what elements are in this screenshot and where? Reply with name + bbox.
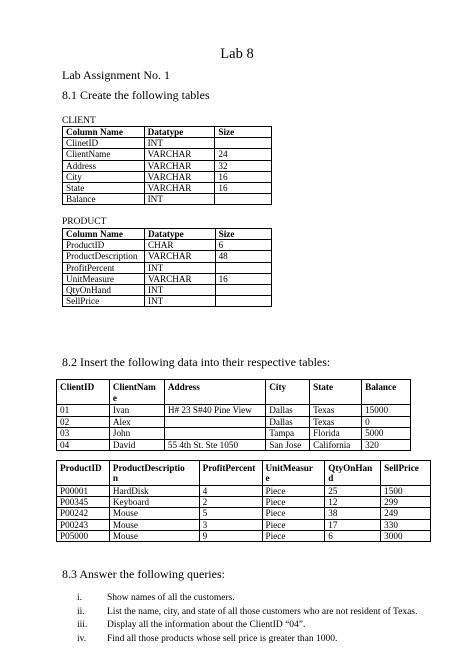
client-data-header-cell: Address	[164, 380, 265, 405]
client-data-cell: Ivan	[109, 405, 164, 417]
client-schema-cell: VARCHAR	[144, 171, 215, 182]
product-schema-cell	[215, 296, 271, 307]
product-data-cell: P00242	[57, 508, 110, 519]
product-data-cell: HardDisk	[109, 486, 199, 497]
client-schema-cell: INT	[144, 138, 215, 149]
product-schema-row	[63, 285, 272, 296]
product-data-row	[57, 497, 431, 508]
client-data-cell: 55 4th St. Ste 1050	[164, 439, 265, 451]
product-data-row	[57, 519, 431, 530]
client-data-cell: 01	[57, 405, 110, 417]
product-data-cell: 299	[381, 497, 431, 508]
client-schema-cell	[215, 138, 272, 149]
query-number: iv.	[77, 633, 87, 644]
client-data-cell: Tampa	[266, 428, 310, 440]
product-schema-table	[62, 228, 272, 307]
product-data-header-cell: SellPrice	[381, 461, 431, 486]
client-schema-row	[63, 183, 272, 194]
client-data-cell: John	[109, 428, 164, 440]
product-schema-cell: 48	[215, 251, 271, 262]
product-data-cell: 6	[325, 530, 381, 541]
client-data-cell: 15000	[362, 405, 411, 417]
product-data-cell: P00001	[57, 486, 110, 497]
client-schema-row	[63, 194, 272, 205]
product-data-cell: 249	[381, 508, 431, 519]
client-schema-row	[63, 160, 272, 171]
query-number: ii.	[77, 606, 85, 617]
client-schema-cell: ClinetID	[63, 138, 145, 149]
client-schema-cell: 24	[215, 149, 272, 160]
client-data-cell: Alex	[109, 416, 164, 428]
client-data-table	[56, 379, 411, 451]
product-data-cell: Piece	[262, 497, 325, 508]
client-schema-cell: VARCHAR	[144, 183, 215, 194]
client-schema-cell: 16	[215, 171, 272, 182]
product-schema-cell: CHAR	[144, 240, 215, 251]
product-data-cell: P05000	[57, 530, 110, 541]
query-text: Display all the information about the ClientID “04”.	[107, 620, 306, 630]
client-schema-row	[63, 149, 272, 160]
client-schema-cell: INT	[144, 194, 215, 205]
query-text: Show names of all the customers.	[107, 593, 235, 603]
product-schema-cell: INT	[144, 296, 215, 307]
assignment-heading: Lab Assignment No. 1	[62, 68, 170, 82]
client-schema-cell: ClientName	[63, 149, 145, 160]
product-data-header-cell: ProfitPercent	[199, 461, 262, 486]
section-8-2-heading: 8.2 Insert the following data into their respective tables:	[62, 355, 331, 369]
client-data-cell: San Jose	[266, 439, 310, 451]
product-schema-cell: 6	[215, 240, 271, 251]
client-data-cell: 04	[57, 439, 110, 451]
product-data-header-cell: QtyOnHan d	[325, 461, 381, 486]
section-8-1-heading: 8.1 Create the following tables	[62, 88, 210, 102]
page-title: Lab 8	[220, 46, 254, 62]
product-data-cell: 3000	[381, 530, 431, 541]
product-table-label: PRODUCT	[62, 217, 107, 227]
product-schema-cell: 16	[215, 273, 271, 284]
product-schema-cell	[215, 262, 271, 273]
product-data-cell: 330	[381, 519, 431, 530]
product-data-row	[57, 486, 431, 497]
client-data-row	[57, 416, 411, 428]
client-data-header-cell: ClientID	[57, 380, 110, 405]
product-data-row	[57, 530, 431, 541]
client-schema-cell: VARCHAR	[144, 160, 215, 171]
product-data-header-cell: ProductID	[57, 461, 110, 486]
product-schema-row	[63, 296, 272, 307]
query-text: List the name, city, and state of all those customers who are not resident of Texas.	[107, 606, 418, 617]
product-data-cell: Mouse	[109, 508, 199, 519]
product-data-cell: 4	[199, 486, 262, 497]
client-schema-row	[63, 138, 272, 149]
product-schema-row	[63, 251, 272, 262]
query-item	[62, 607, 417, 621]
product-schema-cell: INT	[144, 262, 215, 273]
product-schema-cell: VARCHAR	[144, 251, 215, 262]
client-data-cell: Dallas	[266, 416, 310, 428]
product-schema-cell: UnitMeasure	[63, 273, 145, 284]
client-table-label: CLIENT	[62, 116, 96, 126]
product-schema-cell: VARCHAR	[144, 273, 215, 284]
product-data-cell: 3	[199, 519, 262, 530]
client-data-header-cell: ClientNam e	[109, 380, 164, 405]
client-schema-cell: Address	[63, 160, 145, 171]
product-schema-header-cell: Size	[215, 229, 271, 240]
client-data-cell: Dallas	[266, 405, 310, 417]
product-schema-cell: ProfitPercent	[63, 262, 145, 273]
product-schema-row	[63, 273, 272, 284]
client-schema-cell: City	[63, 171, 145, 182]
client-data-cell: 0	[362, 416, 411, 428]
product-data-cell: Piece	[262, 508, 325, 519]
product-schema-cell: INT	[144, 285, 215, 296]
product-schema-header-cell: Column Name	[63, 229, 145, 240]
client-data-row	[57, 439, 411, 451]
product-data-table	[56, 460, 431, 542]
product-data-cell: 12	[325, 497, 381, 508]
product-schema-row	[63, 262, 272, 273]
product-data-cell: Piece	[262, 486, 325, 497]
product-schema-cell: ProductDescription	[63, 251, 145, 262]
client-data-cell: H# 23 S#40 Pine View	[164, 405, 265, 417]
query-list	[62, 593, 417, 647]
client-schema-header-cell: Datatype	[144, 127, 215, 138]
query-number: iii.	[77, 620, 88, 630]
client-schema-cell: 32	[215, 160, 272, 171]
client-schema-header-cell: Column Name	[63, 127, 145, 138]
client-schema-header-cell: Size	[215, 127, 272, 138]
client-data-header-cell: State	[310, 380, 362, 405]
client-data-cell: California	[310, 439, 362, 451]
query-text: Find all those products whose sell price is greater than 1000.	[107, 633, 338, 644]
query-item	[62, 634, 417, 648]
product-data-cell: 5	[199, 508, 262, 519]
product-data-cell: 25	[325, 486, 381, 497]
client-data-row	[57, 405, 411, 417]
product-schema-cell: ProductID	[63, 240, 145, 251]
client-schema-cell: State	[63, 183, 145, 194]
product-schema-cell: QtyOnHand	[63, 285, 145, 296]
client-data-cell: 5000	[362, 428, 411, 440]
product-schema-cell	[215, 285, 271, 296]
product-data-cell: 9	[199, 530, 262, 541]
section-8-3-heading: 8.3 Answer the following queries:	[62, 567, 225, 581]
query-item	[62, 620, 417, 634]
client-schema-cell: VARCHAR	[144, 149, 215, 160]
product-schema-row	[63, 240, 272, 251]
client-data-cell: Texas	[310, 416, 362, 428]
query-number: i.	[77, 593, 83, 603]
product-schema-cell: SellPrice	[63, 296, 145, 307]
client-data-cell	[164, 428, 265, 440]
product-data-cell: Mouse	[109, 530, 199, 541]
product-data-header-cell: UnitMeasur e	[262, 461, 325, 486]
client-schema-cell: Balance	[63, 194, 145, 205]
client-data-header-cell: Balance	[362, 380, 411, 405]
client-schema-cell: 16	[215, 183, 272, 194]
client-data-cell: 03	[57, 428, 110, 440]
client-data-cell: David	[109, 439, 164, 451]
client-data-cell	[164, 416, 265, 428]
client-data-cell: Florida	[310, 428, 362, 440]
client-schema-cell	[215, 194, 272, 205]
product-data-cell: 17	[325, 519, 381, 530]
client-schema-table	[62, 126, 272, 205]
product-schema-header-cell: Datatype	[144, 229, 215, 240]
product-data-header-cell: ProductDescriptio n	[109, 461, 199, 486]
product-data-cell: 1500	[381, 486, 431, 497]
client-data-cell: 320	[362, 439, 411, 451]
product-data-cell: P00345	[57, 497, 110, 508]
product-data-cell: 2	[199, 497, 262, 508]
client-data-cell: Texas	[310, 405, 362, 417]
product-data-cell: Keyboard	[109, 497, 199, 508]
product-data-cell: Piece	[262, 530, 325, 541]
product-data-cell: Piece	[262, 519, 325, 530]
client-data-header-cell: City	[266, 380, 310, 405]
query-item	[62, 593, 417, 607]
product-data-cell: P00243	[57, 519, 110, 530]
product-data-cell: Mouse	[109, 519, 199, 530]
client-data-row	[57, 428, 411, 440]
client-schema-row	[63, 171, 272, 182]
product-data-cell: 38	[325, 508, 381, 519]
client-data-cell: 02	[57, 416, 110, 428]
product-data-row	[57, 508, 431, 519]
